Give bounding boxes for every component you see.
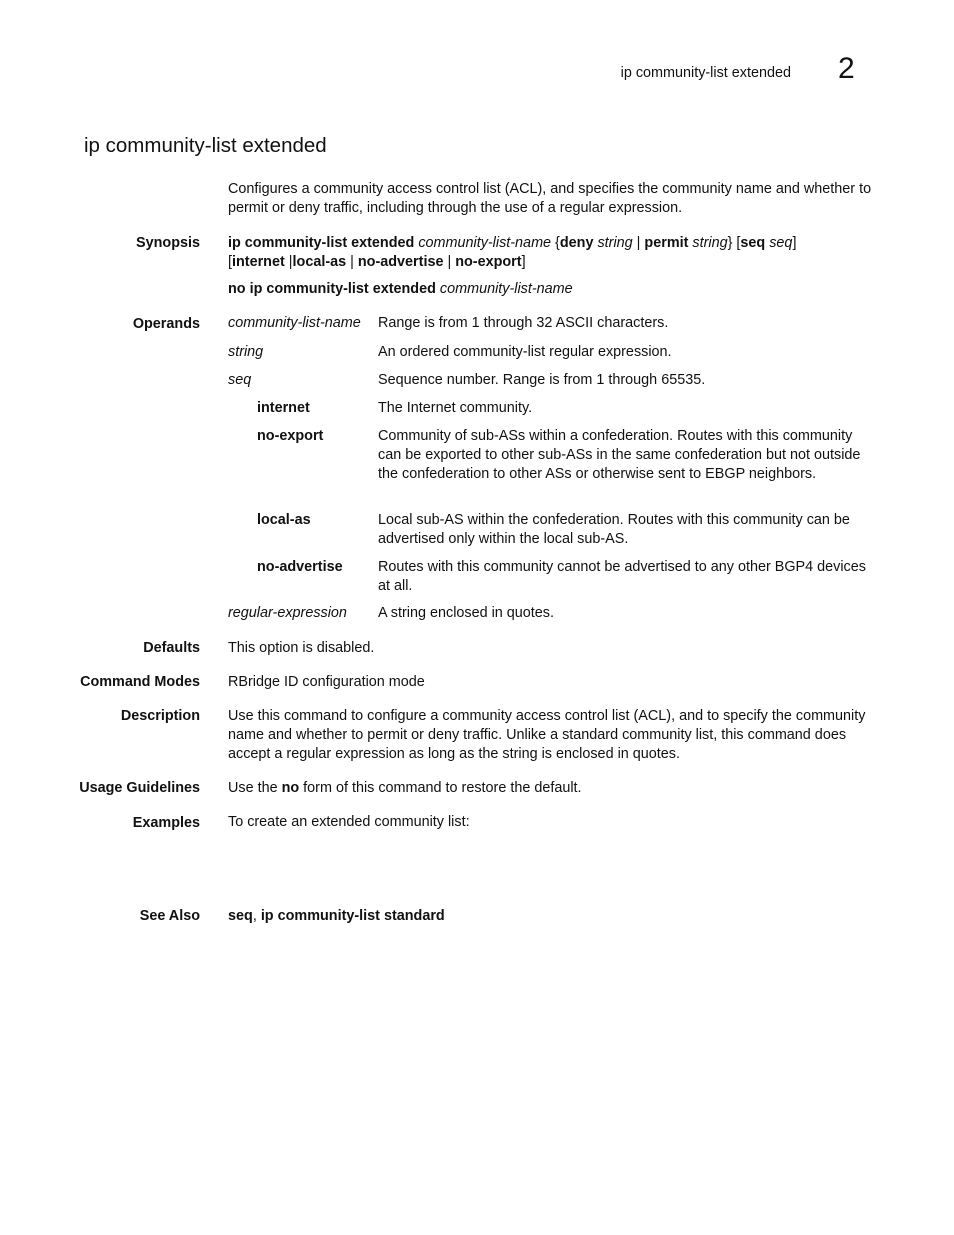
description-text: Use this command to configure a community access control list (ACL), and to specify the community name and whether to permit or deny traffic. Unlike a standard community list, this command does accept a regular expression as long as the string is enclosed in quotes.: [228, 708, 866, 762]
chapter-number: 2: [838, 52, 855, 85]
synopsis-brace-open: {: [551, 235, 560, 251]
operand-desc: The Internet community.: [378, 400, 533, 416]
defaults-label: Defaults: [143, 640, 200, 656]
see-also-separator: ,: [252, 908, 261, 924]
command-modes-text: RBridge ID configuration mode: [228, 674, 425, 690]
operand-term: local-as: [257, 512, 311, 528]
operand-desc: Community of sub-ASs within a confederation. Routes with this community can be exported to other sub-ASs in the same confederation but not outside the confederation to other ASs or otherwise sent to EBGP neighbors.: [378, 428, 861, 482]
synopsis-bracket-close-2: ]: [521, 254, 526, 270]
operand-term: string: [228, 344, 264, 360]
command-modes-label: Command Modes: [80, 674, 200, 690]
synopsis-no-form: [228, 280, 873, 299]
synopsis-label: Synopsis: [136, 235, 200, 251]
synopsis-no-command: no ip community-list extended: [228, 281, 436, 297]
operand-term: no-advertise: [257, 559, 343, 575]
synopsis-permit: permit: [644, 235, 689, 251]
see-also-links: [228, 907, 873, 926]
operand-term: internet: [257, 400, 310, 416]
see-also-link-standard[interactable]: ip community-list standard: [260, 908, 445, 924]
operand-desc: An ordered community-list regular expression.: [378, 344, 672, 360]
operand-desc: Range is from 1 through 32 ASCII characters.: [378, 315, 669, 331]
operand-desc: Local sub-AS within the confederation. Routes with this community can be advertised only within the local sub-AS.: [378, 512, 850, 547]
synopsis-string-2: string: [692, 235, 728, 251]
operand-desc: Routes with this community cannot be advertised to any other BGP4 devices at all.: [378, 559, 866, 594]
page-title: ip community-list extended: [84, 134, 327, 157]
synopsis-seq: seq: [740, 235, 766, 251]
synopsis-pipe: |: [632, 235, 645, 251]
examples-text: To create an extended community list:: [228, 814, 470, 830]
synopsis-bracket-close: ]: [792, 235, 797, 251]
synopsis-seq-arg: seq: [769, 235, 793, 251]
operand-desc: Sequence number. Range is from 1 through 65535.: [378, 372, 706, 388]
synopsis-pipe-2: |: [284, 254, 293, 270]
see-also-link-seq[interactable]: seq: [228, 908, 253, 924]
usage-guidelines-text: [228, 779, 873, 798]
usage-pre: Use the: [228, 780, 282, 796]
running-title: ip community-list extended: [620, 65, 791, 81]
synopsis-brace-close: } [: [727, 235, 741, 251]
synopsis-no-export: no-export: [455, 254, 522, 270]
usage-guidelines-label: Usage Guidelines: [79, 780, 200, 796]
operand-term: regular-expression: [228, 605, 347, 621]
description-label: Description: [120, 708, 200, 724]
synopsis-local-as: local-as: [292, 254, 347, 270]
synopsis-arg-name: community-list-name: [418, 235, 552, 251]
intro-paragraph: Configures a community access control list (ACL), and specifies the community name and whether to permit or deny traffic, including through the use of a regular expression.: [228, 181, 872, 216]
synopsis-string-1: string: [597, 235, 633, 251]
synopsis-internet: internet: [232, 254, 285, 270]
synopsis-pipe-4: |: [443, 254, 456, 270]
synopsis-no-arg: community-list-name: [439, 281, 573, 297]
synopsis-deny: deny: [559, 235, 594, 251]
usage-post: form of this command to restore the default.: [299, 780, 582, 796]
synopsis-bracket-open-2: [: [228, 254, 232, 270]
examples-label: Examples: [132, 815, 200, 831]
synopsis-no-advertise: no-advertise: [357, 254, 444, 270]
synopsis-line-1: [228, 234, 873, 253]
defaults-text: This option is disabled.: [228, 640, 375, 656]
usage-keyword: no: [281, 780, 300, 796]
synopsis-command: ip community-list extended: [228, 235, 415, 251]
operand-desc: A string enclosed in quotes.: [378, 605, 554, 621]
operand-term: community-list-name: [228, 315, 361, 331]
see-also-label: See Also: [139, 908, 200, 924]
synopsis-pipe-3: |: [346, 254, 358, 270]
operands-label: Operands: [132, 316, 200, 332]
synopsis-line-2: [228, 253, 873, 272]
operand-term: seq: [228, 372, 252, 388]
operand-term: no-export: [257, 428, 324, 444]
